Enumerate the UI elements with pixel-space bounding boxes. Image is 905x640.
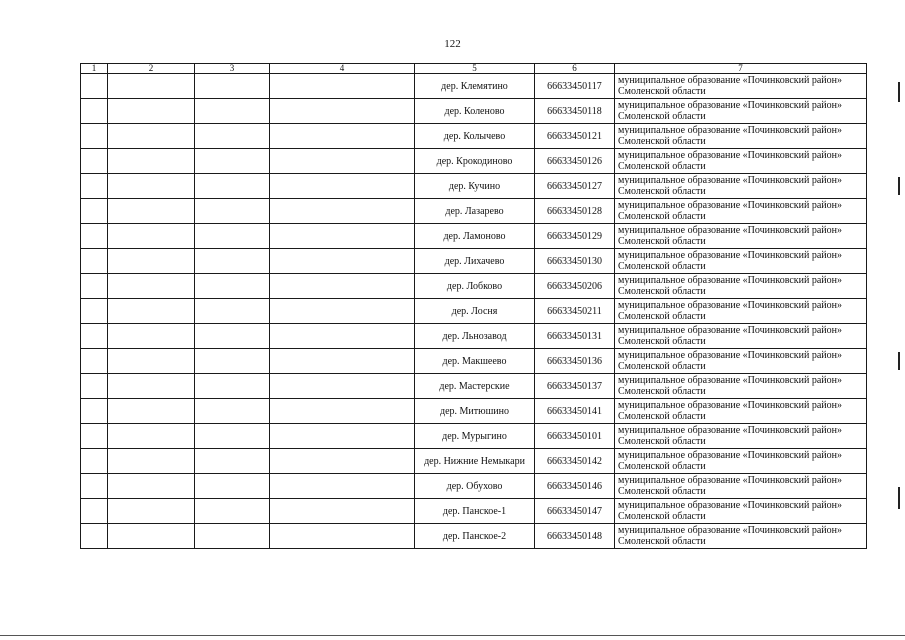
oktmo-code-cell: 66633450142: [535, 449, 615, 474]
empty-cell: [108, 124, 195, 149]
empty-cell: [195, 324, 270, 349]
municipality-cell: муниципальное образование «Починковский район» Смоленской области: [615, 524, 867, 549]
empty-cell: [81, 124, 108, 149]
settlement-name-cell: дер. Лосня: [415, 299, 535, 324]
empty-cell: [108, 249, 195, 274]
empty-cell: [270, 99, 415, 124]
empty-cell: [270, 274, 415, 299]
empty-cell: [81, 149, 108, 174]
settlement-name-cell: дер. Лобково: [415, 274, 535, 299]
empty-cell: [195, 374, 270, 399]
empty-cell: [195, 174, 270, 199]
municipality-cell: муниципальное образование «Починковский район» Смоленской области: [615, 174, 867, 199]
municipality-cell: муниципальное образование «Починковский район» Смоленской области: [615, 449, 867, 474]
empty-cell: [81, 399, 108, 424]
table-row: [81, 524, 867, 549]
empty-cell: [108, 524, 195, 549]
settlement-name-cell: дер. Мурыгино: [415, 424, 535, 449]
scan-bottom-edge: [0, 635, 905, 636]
empty-cell: [195, 74, 270, 99]
empty-cell: [81, 74, 108, 99]
empty-cell: [270, 299, 415, 324]
empty-cell: [108, 474, 195, 499]
empty-cell: [270, 424, 415, 449]
municipality-cell: муниципальное образование «Починковский район» Смоленской области: [615, 149, 867, 174]
municipality-cell: муниципальное образование «Починковский район» Смоленской области: [615, 274, 867, 299]
municipality-cell: муниципальное образование «Починковский район» Смоленской области: [615, 424, 867, 449]
oktmo-code-cell: 66633450206: [535, 274, 615, 299]
column-header: 5: [415, 64, 535, 74]
edge-mark: [898, 82, 900, 102]
table-row: [81, 299, 867, 324]
column-header: 7: [615, 64, 867, 74]
oktmo-code-cell: 66633450137: [535, 374, 615, 399]
table-row: [81, 449, 867, 474]
settlement-name-cell: дер. Мастерские: [415, 374, 535, 399]
empty-cell: [81, 524, 108, 549]
municipality-cell: муниципальное образование «Починковский район» Смоленской области: [615, 124, 867, 149]
municipality-cell: муниципальное образование «Починковский район» Смоленской области: [615, 99, 867, 124]
settlement-name-cell: дер. Макшеево: [415, 349, 535, 374]
empty-cell: [81, 499, 108, 524]
settlement-name-cell: дер. Обухово: [415, 474, 535, 499]
oktmo-code-cell: 66633450117: [535, 74, 615, 99]
oktmo-code-cell: 66633450211: [535, 299, 615, 324]
empty-cell: [270, 374, 415, 399]
settlement-name-cell: дер. Лазарево: [415, 199, 535, 224]
settlements-table: [80, 63, 867, 549]
empty-cell: [270, 224, 415, 249]
oktmo-code-cell: 66633450136: [535, 349, 615, 374]
empty-cell: [108, 424, 195, 449]
empty-cell: [195, 524, 270, 549]
empty-cell: [195, 424, 270, 449]
oktmo-code-cell: 66633450101: [535, 424, 615, 449]
empty-cell: [81, 249, 108, 274]
empty-cell: [195, 99, 270, 124]
table-body: [81, 74, 867, 549]
empty-cell: [81, 349, 108, 374]
table-row: [81, 374, 867, 399]
table-row: [81, 224, 867, 249]
oktmo-code-cell: 66633450126: [535, 149, 615, 174]
table-row: [81, 199, 867, 224]
empty-cell: [108, 499, 195, 524]
empty-cell: [108, 274, 195, 299]
column-header: 2: [108, 64, 195, 74]
settlement-name-cell: дер. Крокодиново: [415, 149, 535, 174]
edge-mark: [898, 487, 900, 509]
settlement-name-cell: дер. Нижние Немыкари: [415, 449, 535, 474]
empty-cell: [270, 74, 415, 99]
oktmo-code-cell: 66633450141: [535, 399, 615, 424]
oktmo-code-cell: 66633450118: [535, 99, 615, 124]
table-row: [81, 74, 867, 99]
oktmo-code-cell: 66633450148: [535, 524, 615, 549]
oktmo-code-cell: 66633450130: [535, 249, 615, 274]
empty-cell: [270, 474, 415, 499]
oktmo-code-cell: 66633450128: [535, 199, 615, 224]
municipality-cell: муниципальное образование «Починковский район» Смоленской области: [615, 374, 867, 399]
table-row: [81, 124, 867, 149]
column-header: 4: [270, 64, 415, 74]
column-header: 3: [195, 64, 270, 74]
empty-cell: [81, 199, 108, 224]
edge-mark: [898, 352, 900, 370]
table-row: [81, 499, 867, 524]
empty-cell: [108, 99, 195, 124]
empty-cell: [108, 324, 195, 349]
oktmo-code-cell: 66633450147: [535, 499, 615, 524]
settlement-name-cell: дер. Коленово: [415, 99, 535, 124]
table-row: [81, 424, 867, 449]
empty-cell: [195, 149, 270, 174]
empty-cell: [108, 74, 195, 99]
municipality-cell: муниципальное образование «Починковский район» Смоленской области: [615, 74, 867, 99]
settlement-name-cell: дер. Ламоново: [415, 224, 535, 249]
empty-cell: [108, 174, 195, 199]
empty-cell: [108, 349, 195, 374]
edge-mark: [898, 177, 900, 195]
oktmo-code-cell: 66633450129: [535, 224, 615, 249]
empty-cell: [108, 224, 195, 249]
column-header: 6: [535, 64, 615, 74]
settlement-name-cell: дер. Панское-2: [415, 524, 535, 549]
settlement-name-cell: дер. Митюшино: [415, 399, 535, 424]
table-row: [81, 99, 867, 124]
empty-cell: [270, 399, 415, 424]
empty-cell: [195, 299, 270, 324]
oktmo-code-cell: 66633450127: [535, 174, 615, 199]
empty-cell: [195, 249, 270, 274]
page-edge-marks: [898, 82, 901, 512]
empty-cell: [195, 399, 270, 424]
empty-cell: [270, 249, 415, 274]
empty-cell: [108, 399, 195, 424]
empty-cell: [108, 299, 195, 324]
settlement-name-cell: дер. Клемятино: [415, 74, 535, 99]
empty-cell: [81, 224, 108, 249]
empty-cell: [81, 424, 108, 449]
municipality-cell: муниципальное образование «Починковский район» Смоленской области: [615, 399, 867, 424]
empty-cell: [195, 349, 270, 374]
settlement-name-cell: дер. Лихачево: [415, 249, 535, 274]
municipality-cell: муниципальное образование «Починковский район» Смоленской области: [615, 249, 867, 274]
table-row: [81, 474, 867, 499]
table-row: [81, 324, 867, 349]
table-row: [81, 149, 867, 174]
municipality-cell: муниципальное образование «Починковский район» Смоленской области: [615, 474, 867, 499]
empty-cell: [270, 524, 415, 549]
table-row: [81, 174, 867, 199]
settlement-name-cell: дер. Панское-1: [415, 499, 535, 524]
municipality-cell: муниципальное образование «Починковский район» Смоленской области: [615, 324, 867, 349]
empty-cell: [195, 224, 270, 249]
oktmo-code-cell: 66633450131: [535, 324, 615, 349]
empty-cell: [81, 449, 108, 474]
empty-cell: [108, 199, 195, 224]
empty-cell: [195, 474, 270, 499]
empty-cell: [195, 274, 270, 299]
empty-cell: [195, 124, 270, 149]
empty-cell: [81, 274, 108, 299]
municipality-cell: муниципальное образование «Починковский район» Смоленской области: [615, 199, 867, 224]
empty-cell: [81, 374, 108, 399]
settlement-name-cell: дер. Колычево: [415, 124, 535, 149]
empty-cell: [81, 474, 108, 499]
empty-cell: [270, 149, 415, 174]
municipality-cell: муниципальное образование «Починковский район» Смоленской области: [615, 224, 867, 249]
empty-cell: [108, 449, 195, 474]
table-row: [81, 349, 867, 374]
oktmo-code-cell: 66633450146: [535, 474, 615, 499]
empty-cell: [108, 149, 195, 174]
empty-cell: [195, 449, 270, 474]
oktmo-code-cell: 66633450121: [535, 124, 615, 149]
empty-cell: [81, 324, 108, 349]
empty-cell: [270, 199, 415, 224]
empty-cell: [195, 499, 270, 524]
table-header-row: [81, 64, 867, 74]
empty-cell: [270, 324, 415, 349]
settlement-name-cell: дер. Кучино: [415, 174, 535, 199]
empty-cell: [195, 199, 270, 224]
municipality-cell: муниципальное образование «Починковский район» Смоленской области: [615, 349, 867, 374]
empty-cell: [270, 449, 415, 474]
empty-cell: [270, 174, 415, 199]
empty-cell: [270, 124, 415, 149]
municipality-cell: муниципальное образование «Починковский район» Смоленской области: [615, 299, 867, 324]
table-row: [81, 274, 867, 299]
settlement-name-cell: дер. Льнозавод: [415, 324, 535, 349]
empty-cell: [81, 299, 108, 324]
municipality-cell: муниципальное образование «Починковский район» Смоленской области: [615, 499, 867, 524]
empty-cell: [270, 349, 415, 374]
column-header: 1: [81, 64, 108, 74]
empty-cell: [270, 499, 415, 524]
table-row: [81, 399, 867, 424]
empty-cell: [81, 174, 108, 199]
table-row: [81, 249, 867, 274]
empty-cell: [108, 374, 195, 399]
page-number: 122: [444, 38, 461, 50]
empty-cell: [81, 99, 108, 124]
